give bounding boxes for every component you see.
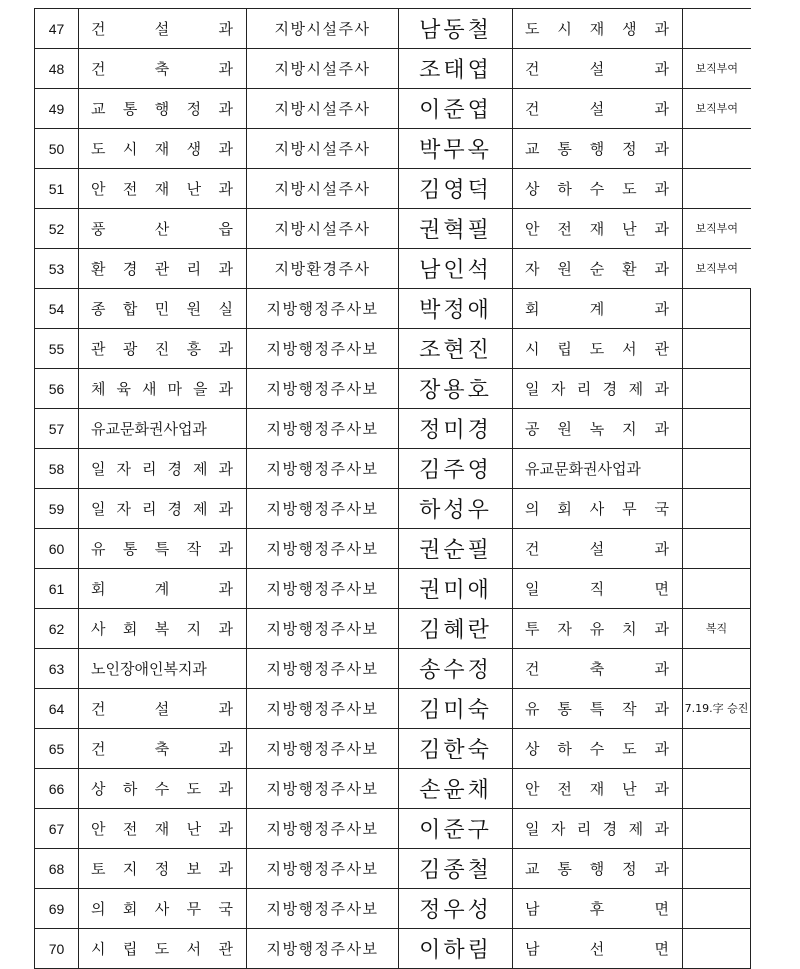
position-rank: 지방행정주사보 [247, 889, 399, 929]
position-rank: 지방행정주사보 [247, 689, 399, 729]
new-department-text: 유교문화권사업과 [525, 460, 641, 478]
new-department-text: 건 축 과 [525, 660, 670, 678]
new-department [513, 409, 683, 449]
remarks: 보직부여 [683, 89, 751, 129]
new-department [513, 249, 683, 289]
current-department [79, 609, 247, 649]
new-department-text: 시 립 도 서 관 [525, 340, 670, 358]
position-rank: 지방시설주사 [247, 9, 399, 49]
current-department-text: 체 육 새 마 을 과 [91, 380, 234, 398]
current-department [79, 889, 247, 929]
remarks: 보직부여 [683, 49, 751, 89]
position-rank: 지방행정주사보 [247, 729, 399, 769]
row-number: 55 [35, 329, 79, 369]
current-department-text: 일 자 리 경 제 과 [91, 500, 234, 518]
employee-name: 김영덕 [399, 169, 513, 209]
employee-name: 이준구 [399, 809, 513, 849]
new-department [513, 649, 683, 689]
employee-name: 하성우 [399, 489, 513, 529]
row-number: 58 [35, 449, 79, 489]
position-rank: 지방시설주사 [247, 49, 399, 89]
position-rank: 지방행정주사보 [247, 609, 399, 649]
new-department [513, 609, 683, 649]
current-department-text: 의 회 사 무 국 [91, 900, 234, 918]
personnel-table-sheet [34, 8, 750, 969]
table-row [35, 729, 751, 769]
remarks [683, 289, 751, 329]
remarks: 보직부여 [683, 249, 751, 289]
row-number: 49 [35, 89, 79, 129]
employee-name: 권순필 [399, 529, 513, 569]
current-department [79, 529, 247, 569]
table-row [35, 929, 751, 969]
new-department-text: 안 전 재 난 과 [525, 220, 670, 238]
current-department [79, 489, 247, 529]
new-department-text: 도 시 재 생 과 [525, 20, 670, 38]
current-department [79, 169, 247, 209]
table-row [35, 169, 751, 209]
row-number: 56 [35, 369, 79, 409]
current-department [79, 249, 247, 289]
current-department-text: 관 광 진 흥 과 [91, 340, 234, 358]
row-number: 60 [35, 529, 79, 569]
position-rank: 지방시설주사 [247, 169, 399, 209]
table-row [35, 49, 751, 89]
table-row [35, 249, 751, 289]
current-department-text: 유교문화권사업과 [91, 420, 207, 438]
employee-name: 손윤채 [399, 769, 513, 809]
position-rank: 지방행정주사보 [247, 649, 399, 689]
current-department-text: 풍 산 읍 [91, 220, 234, 238]
current-department-text: 환 경 관 리 과 [91, 260, 234, 278]
employee-name: 정우성 [399, 889, 513, 929]
table-row [35, 289, 751, 329]
remarks [683, 9, 751, 49]
current-department-text: 건 설 과 [91, 20, 234, 38]
new-department [513, 449, 683, 489]
new-department-text: 회 계 과 [525, 300, 670, 318]
position-rank: 지방행정주사보 [247, 529, 399, 569]
remarks: 보직부여 [683, 209, 751, 249]
current-department-text: 안 전 재 난 과 [91, 180, 234, 198]
employee-name: 이하림 [399, 929, 513, 969]
remarks [683, 329, 751, 369]
current-department-text: 토 지 정 보 과 [91, 860, 234, 878]
employee-name: 박정애 [399, 289, 513, 329]
new-department-text: 건 설 과 [525, 60, 670, 78]
new-department [513, 289, 683, 329]
remarks [683, 569, 751, 609]
table-row [35, 889, 751, 929]
new-department [513, 49, 683, 89]
position-rank: 지방행정주사보 [247, 329, 399, 369]
row-number: 65 [35, 729, 79, 769]
current-department-text: 종 합 민 원 실 [91, 300, 234, 318]
remarks [683, 169, 751, 209]
new-department [513, 849, 683, 889]
table-row [35, 849, 751, 889]
new-department [513, 329, 683, 369]
position-rank: 지방환경주사 [247, 249, 399, 289]
row-number: 64 [35, 689, 79, 729]
employee-name: 남동철 [399, 9, 513, 49]
row-number: 53 [35, 249, 79, 289]
table-row [35, 689, 751, 729]
new-department-text: 건 설 과 [525, 540, 670, 558]
new-department-text: 일 직 면 [525, 580, 670, 598]
new-department-text: 안 전 재 난 과 [525, 780, 670, 798]
employee-name: 송수정 [399, 649, 513, 689]
current-department [79, 409, 247, 449]
current-department-text: 유 통 특 작 과 [91, 540, 234, 558]
remarks [683, 849, 751, 889]
row-number: 66 [35, 769, 79, 809]
remarks [683, 729, 751, 769]
current-department-text: 상 하 수 도 과 [91, 780, 234, 798]
remarks [683, 769, 751, 809]
current-department [79, 49, 247, 89]
current-department [79, 449, 247, 489]
current-department [79, 289, 247, 329]
table-row [35, 769, 751, 809]
row-number: 57 [35, 409, 79, 449]
position-rank: 지방행정주사보 [247, 369, 399, 409]
row-number: 59 [35, 489, 79, 529]
table-row [35, 9, 751, 49]
current-department-text: 도 시 재 생 과 [91, 140, 234, 158]
employee-name: 조태엽 [399, 49, 513, 89]
position-rank: 지방행정주사보 [247, 409, 399, 449]
current-department [79, 209, 247, 249]
personnel-transfer-table [34, 8, 751, 969]
new-department [513, 689, 683, 729]
remarks [683, 409, 751, 449]
remarks [683, 809, 751, 849]
new-department-text: 자 원 순 환 과 [525, 260, 670, 278]
row-number: 51 [35, 169, 79, 209]
row-number: 54 [35, 289, 79, 329]
table-row [35, 649, 751, 689]
position-rank: 지방행정주사보 [247, 289, 399, 329]
row-number: 61 [35, 569, 79, 609]
current-department [79, 329, 247, 369]
row-number: 48 [35, 49, 79, 89]
remarks [683, 529, 751, 569]
position-rank: 지방행정주사보 [247, 849, 399, 889]
employee-name: 이준엽 [399, 89, 513, 129]
employee-name: 권혁필 [399, 209, 513, 249]
position-rank: 지방행정주사보 [247, 929, 399, 969]
table-row [35, 449, 751, 489]
new-department [513, 769, 683, 809]
new-department [513, 929, 683, 969]
table-row [35, 489, 751, 529]
row-number: 63 [35, 649, 79, 689]
new-department-text: 교 통 행 정 과 [525, 860, 670, 878]
new-department [513, 209, 683, 249]
table-row [35, 209, 751, 249]
employee-name: 정미경 [399, 409, 513, 449]
new-department-text: 일 자 리 경 제 과 [525, 820, 670, 838]
remarks: 7.19.字 승진 [683, 689, 751, 729]
position-rank: 지방행정주사보 [247, 449, 399, 489]
position-rank: 지방행정주사보 [247, 569, 399, 609]
employee-name: 김한숙 [399, 729, 513, 769]
current-department-text: 안 전 재 난 과 [91, 820, 234, 838]
current-department [79, 649, 247, 689]
table-row [35, 329, 751, 369]
current-department [79, 129, 247, 169]
row-number: 52 [35, 209, 79, 249]
current-department [79, 89, 247, 129]
current-department-text: 교 통 행 정 과 [91, 100, 234, 118]
table-row [35, 89, 751, 129]
current-department [79, 769, 247, 809]
employee-name: 김혜란 [399, 609, 513, 649]
new-department-text: 상 하 수 도 과 [525, 180, 670, 198]
table-row [35, 609, 751, 649]
table-row [35, 569, 751, 609]
new-department [513, 169, 683, 209]
new-department [513, 529, 683, 569]
position-rank: 지방시설주사 [247, 129, 399, 169]
current-department-text: 사 회 복 지 과 [91, 620, 234, 638]
current-department [79, 369, 247, 409]
current-department-text: 건 설 과 [91, 700, 234, 718]
new-department-text: 유 통 특 작 과 [525, 700, 670, 718]
position-rank: 지방행정주사보 [247, 809, 399, 849]
row-number: 67 [35, 809, 79, 849]
employee-name: 김미숙 [399, 689, 513, 729]
current-department-text: 시 립 도 서 관 [91, 940, 234, 958]
position-rank: 지방시설주사 [247, 209, 399, 249]
current-department [79, 929, 247, 969]
new-department [513, 489, 683, 529]
table-row [35, 369, 751, 409]
current-department [79, 9, 247, 49]
table-row [35, 409, 751, 449]
current-department-text: 노인장애인복지과 [91, 660, 207, 678]
current-department [79, 729, 247, 769]
position-rank: 지방행정주사보 [247, 769, 399, 809]
employee-name: 김종철 [399, 849, 513, 889]
new-department-text: 의 회 사 무 국 [525, 500, 670, 518]
new-department-text: 상 하 수 도 과 [525, 740, 670, 758]
new-department [513, 129, 683, 169]
new-department-text: 남 후 면 [525, 900, 670, 918]
new-department [513, 889, 683, 929]
remarks [683, 929, 751, 969]
row-number: 47 [35, 9, 79, 49]
remarks [683, 649, 751, 689]
new-department-text: 일 자 리 경 제 과 [525, 380, 670, 398]
new-department [513, 729, 683, 769]
current-department-text: 건 축 과 [91, 740, 234, 758]
row-number: 70 [35, 929, 79, 969]
current-department [79, 569, 247, 609]
table-row [35, 529, 751, 569]
position-rank: 지방행정주사보 [247, 489, 399, 529]
table-row [35, 129, 751, 169]
new-department-text: 투 자 유 치 과 [525, 620, 670, 638]
remarks [683, 889, 751, 929]
remarks [683, 129, 751, 169]
current-department-text: 회 계 과 [91, 580, 234, 598]
new-department [513, 9, 683, 49]
new-department-text: 건 설 과 [525, 100, 670, 118]
row-number: 68 [35, 849, 79, 889]
employee-name: 김주영 [399, 449, 513, 489]
remarks [683, 449, 751, 489]
remarks: 복직 [683, 609, 751, 649]
new-department-text: 공 원 녹 지 과 [525, 420, 670, 438]
employee-name: 박무옥 [399, 129, 513, 169]
employee-name: 장용호 [399, 369, 513, 409]
position-rank: 지방시설주사 [247, 89, 399, 129]
row-number: 50 [35, 129, 79, 169]
new-department [513, 569, 683, 609]
current-department-text: 건 축 과 [91, 60, 234, 78]
table-body [35, 9, 751, 969]
new-department [513, 369, 683, 409]
employee-name: 권미애 [399, 569, 513, 609]
employee-name: 조현진 [399, 329, 513, 369]
new-department-text: 교 통 행 정 과 [525, 140, 670, 158]
new-department [513, 89, 683, 129]
row-number: 69 [35, 889, 79, 929]
current-department [79, 849, 247, 889]
employee-name: 남인석 [399, 249, 513, 289]
row-number: 62 [35, 609, 79, 649]
new-department [513, 809, 683, 849]
new-department-text: 남 선 면 [525, 940, 670, 958]
table-row [35, 809, 751, 849]
current-department [79, 689, 247, 729]
remarks [683, 489, 751, 529]
current-department [79, 809, 247, 849]
current-department-text: 일 자 리 경 제 과 [91, 460, 234, 478]
remarks [683, 369, 751, 409]
